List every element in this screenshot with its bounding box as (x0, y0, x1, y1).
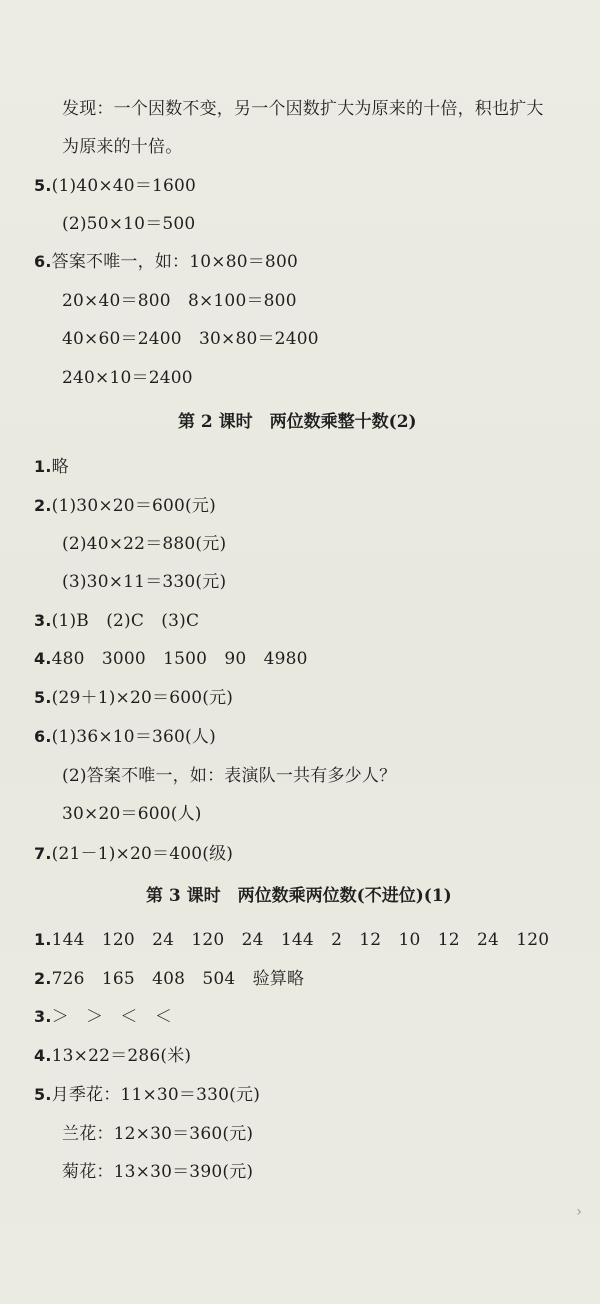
question-text: 726 165 408 504 验算略 (51, 969, 305, 989)
question-3 (34, 609, 199, 633)
question-1 (34, 455, 69, 479)
answer-line: 30×20＝600(人) (62, 804, 202, 824)
question-2 (34, 494, 216, 518)
answer-line: 40×60＝2400 30×80＝2400 (62, 329, 319, 349)
question-number: 2. (34, 496, 52, 515)
answer-line: (2)50×10＝500 (62, 214, 196, 234)
question-1 (34, 928, 549, 952)
question-number: 5. (34, 688, 52, 707)
answer-line: (3)30×11＝330(元) (62, 572, 227, 592)
question-number: 3. (34, 1007, 52, 1026)
question-number: 4. (34, 1046, 52, 1065)
section-heading: 第 3 课时 两位数乘两位数(不进位)(1) (146, 886, 452, 906)
page-margin-mark: › (576, 1204, 582, 1220)
question-6 (34, 250, 298, 274)
question-3 (34, 1005, 172, 1029)
answer-line: 20×40＝800 8×100＝800 (62, 291, 297, 311)
question-6 (34, 725, 216, 749)
question-text: (1)B (2)C (3)C (51, 611, 200, 631)
question-number: 4. (34, 649, 52, 668)
question-4 (34, 1044, 191, 1068)
answer-line: (2)40×22＝880(元) (62, 534, 227, 554)
question-text: (1)40×40＝1600 (51, 176, 197, 196)
question-number: 7. (34, 844, 52, 863)
answer-line: (2)答案不唯一，如：表演队一共有多少人？ (62, 766, 397, 786)
answer-line: 菊花：13×30＝390(元) (62, 1162, 254, 1182)
question-5 (34, 1083, 260, 1107)
question-text: 月季花：11×30＝330(元) (51, 1085, 261, 1105)
question-text: 答案不唯一，如：10×80＝800 (51, 252, 298, 272)
question-text: ＞ ＞ ＜ ＜ (51, 1007, 173, 1027)
question-text: (1)36×10＝360(人) (51, 727, 216, 747)
question-number: 5. (34, 176, 52, 195)
answer-line: 兰花：12×30＝360(元) (62, 1124, 254, 1144)
answer-line: 240×10＝2400 (62, 368, 193, 388)
question-5 (34, 686, 233, 710)
intro-line-1: 发现：一个因数不变，另一个因数扩大为原来的十倍，积也扩大 (62, 99, 544, 119)
question-7 (34, 842, 233, 866)
question-text: 144 120 24 120 24 144 2 12 10 12 24 120 (51, 930, 550, 950)
question-4 (34, 647, 308, 671)
question-number: 2. (34, 969, 52, 988)
question-number: 1. (34, 930, 52, 949)
question-text: 13×22＝286(米) (51, 1046, 192, 1066)
question-text: (1)30×20＝600(元) (51, 496, 216, 516)
intro-line-2: 为原来的十倍。 (62, 137, 183, 157)
question-number: 1. (34, 457, 52, 476)
question-text: 480 3000 1500 90 4980 (51, 649, 308, 669)
question-number: 6. (34, 252, 52, 271)
question-number: 5. (34, 1085, 52, 1104)
question-text: (21－1)×20＝400(级) (51, 844, 234, 864)
question-text: 略 (51, 457, 69, 477)
question-number: 3. (34, 611, 52, 630)
question-2 (34, 967, 304, 991)
question-number: 6. (34, 727, 52, 746)
question-text: (29＋1)×20＝600(元) (51, 688, 234, 708)
question-5 (34, 174, 196, 198)
section-heading: 第 2 课时 两位数乘整十数(2) (178, 412, 417, 432)
